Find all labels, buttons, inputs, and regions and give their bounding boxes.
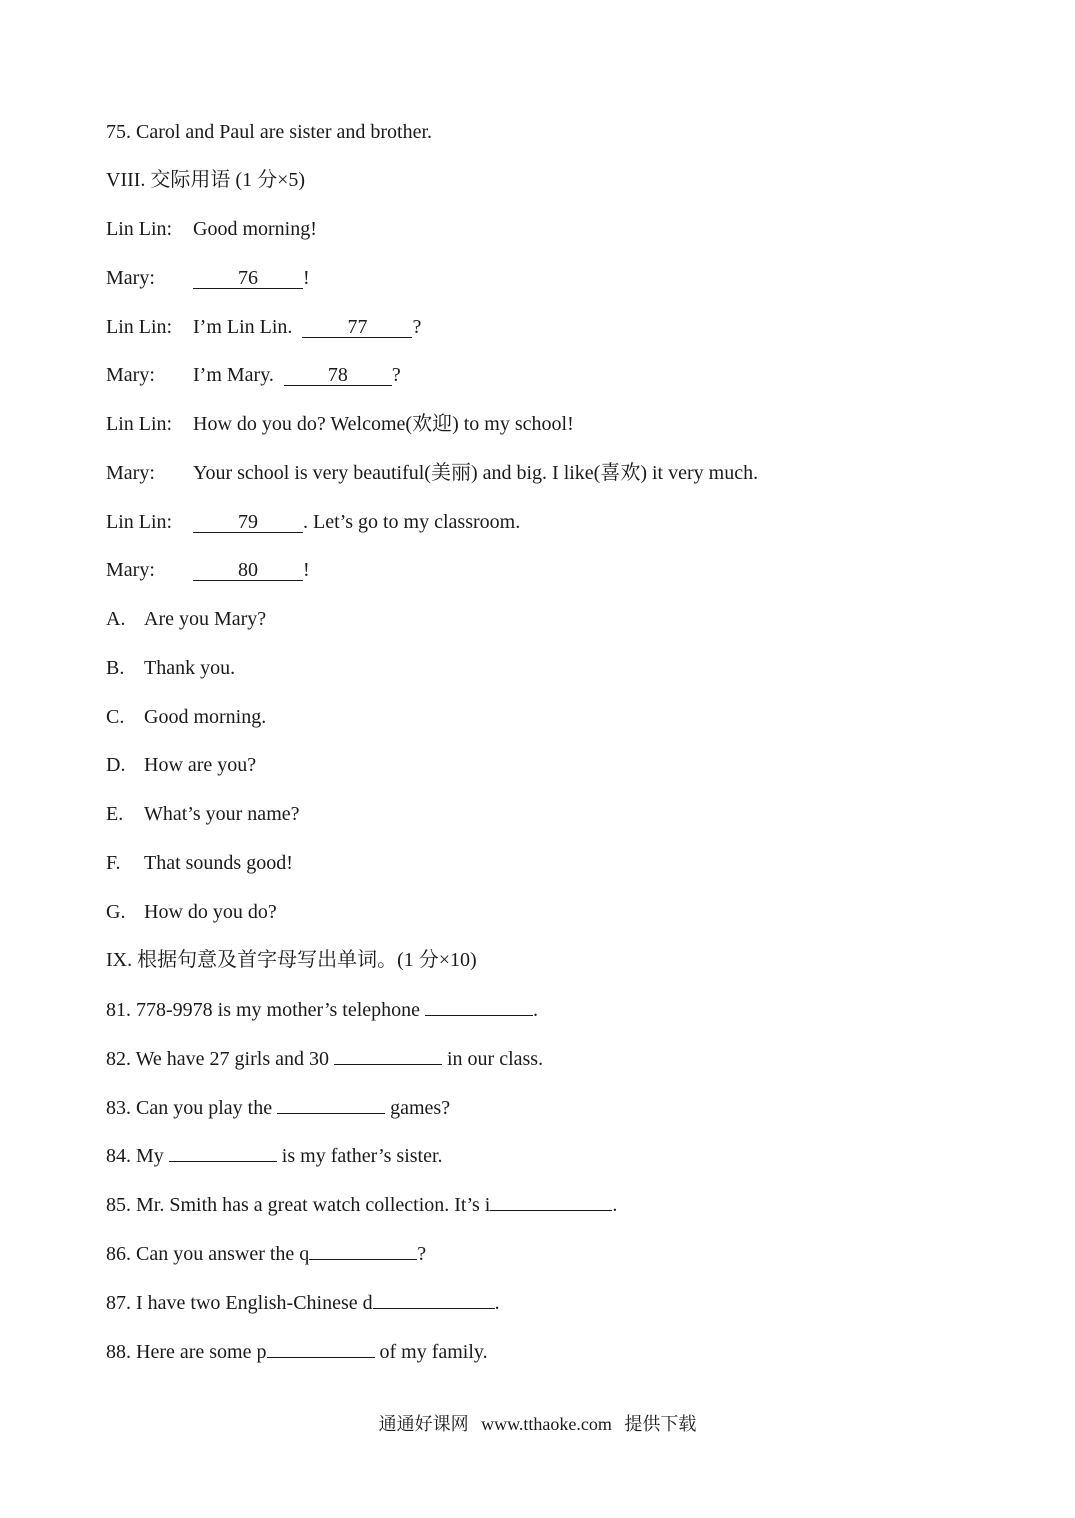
- question-text: ?: [417, 1243, 427, 1265]
- option-c: [106, 705, 266, 729]
- option-f: [106, 851, 293, 875]
- page-footer: [0, 1412, 1075, 1436]
- question-82: [106, 1046, 543, 1071]
- dialogue-line: [106, 363, 401, 387]
- answer-blank-80[interactable]: 80: [193, 560, 303, 581]
- question-text: of my family.: [374, 1341, 488, 1363]
- option-text: What’s your name?: [144, 803, 300, 825]
- dialogue-line: [106, 315, 421, 339]
- option-a: [106, 607, 266, 631]
- dialogue-text: How do you do? Welcome(欢迎) to my school!: [193, 413, 574, 435]
- option-letter: A.: [106, 608, 126, 630]
- dialogue-line: [106, 510, 520, 534]
- question-87: [106, 1290, 500, 1315]
- option-letter: D.: [106, 754, 126, 776]
- answer-blank-83[interactable]: [277, 1095, 385, 1114]
- option-text: Thank you.: [144, 657, 236, 679]
- speaker: Lin Lin:: [106, 218, 173, 240]
- speaker: Mary:: [106, 462, 155, 484]
- question-text: 87. I have two English-Chinese d: [106, 1292, 373, 1314]
- answer-blank-79[interactable]: 79: [193, 512, 303, 533]
- question-86: [106, 1241, 426, 1266]
- section-9-heading: IX. 根据句意及首字母写出单词。(1 分×10): [106, 949, 477, 971]
- footer-url[interactable]: www.tthaoke.com: [481, 1414, 612, 1434]
- dialogue-line: [106, 412, 574, 436]
- speaker: Mary:: [106, 267, 155, 289]
- answer-blank-77[interactable]: 77: [302, 317, 412, 338]
- answer-blank-81[interactable]: [425, 997, 533, 1016]
- answer-blank-84[interactable]: [169, 1143, 277, 1162]
- option-text: That sounds good!: [144, 852, 293, 874]
- question-88: [106, 1339, 488, 1364]
- question-text: 84. My: [106, 1145, 169, 1167]
- speaker: Lin Lin:: [106, 316, 173, 338]
- option-g: [106, 900, 277, 924]
- option-text: Good morning.: [144, 706, 267, 728]
- option-text: How are you?: [144, 754, 257, 776]
- question-text: games?: [385, 1097, 451, 1119]
- option-b: [106, 656, 235, 680]
- dialogue-text: !: [303, 559, 310, 581]
- question-text: 88. Here are some p: [106, 1341, 267, 1363]
- question-text: 81. 778-9978 is my mother’s telephone: [106, 999, 426, 1021]
- question-text: 83. Can you play the: [106, 1097, 278, 1119]
- answer-blank-85[interactable]: [490, 1192, 612, 1211]
- dialogue-text: Good morning!: [193, 218, 317, 240]
- question-85: [106, 1192, 617, 1217]
- question-text: .: [494, 1292, 500, 1314]
- answer-blank-88[interactable]: [267, 1339, 375, 1358]
- option-d: [106, 753, 256, 777]
- speaker: Mary:: [106, 559, 155, 581]
- dialogue-text: I’m Mary.: [193, 364, 284, 386]
- question-81: [106, 997, 538, 1022]
- dialogue-line: [106, 461, 758, 485]
- question-75: 75. Carol and Paul are sister and brother.: [106, 121, 433, 143]
- answer-blank-76[interactable]: 76: [193, 268, 303, 289]
- option-letter: C.: [106, 706, 125, 728]
- option-e: [106, 802, 300, 826]
- answer-blank-78[interactable]: 78: [284, 365, 392, 386]
- dialogue-text: ?: [412, 316, 422, 338]
- answer-blank-87[interactable]: [373, 1290, 495, 1309]
- dialogue-line: [106, 558, 310, 582]
- dialogue-line: [106, 266, 310, 290]
- question-text: 86. Can you answer the q: [106, 1243, 310, 1265]
- option-text: How do you do?: [144, 901, 277, 923]
- answer-blank-86[interactable]: [309, 1241, 417, 1260]
- dialogue-text: . Let’s go to my classroom.: [303, 511, 521, 533]
- speaker: Mary:: [106, 364, 155, 386]
- footer-note: 提供下载: [624, 1414, 697, 1434]
- option-letter: F.: [106, 852, 121, 874]
- option-letter: G.: [106, 901, 126, 923]
- option-letter: B.: [106, 657, 125, 679]
- answer-blank-82[interactable]: [334, 1046, 442, 1065]
- question-text: .: [533, 999, 539, 1021]
- dialogue-text: !: [303, 267, 310, 289]
- dialogue-text: Your school is very beautiful(美丽) and big. I like(喜欢) it very much.: [193, 462, 759, 484]
- question-text: is my father’s sister.: [276, 1145, 443, 1167]
- section-8-heading: VIII. 交际用语 (1 分×5): [106, 169, 306, 191]
- question-84: [106, 1143, 443, 1168]
- question-text: .: [612, 1194, 618, 1216]
- question-text: 82. We have 27 girls and 30: [106, 1048, 334, 1070]
- dialogue-line: [106, 217, 317, 241]
- dialogue-text: ?: [391, 364, 401, 386]
- option-letter: E.: [106, 803, 124, 825]
- option-text: Are you Mary?: [144, 608, 267, 630]
- dialogue-text: I’m Lin Lin.: [193, 316, 303, 338]
- question-text: in our class.: [441, 1048, 544, 1070]
- question-text: 85. Mr. Smith has a great watch collection. It’s i: [106, 1194, 491, 1216]
- question-83: [106, 1095, 450, 1120]
- speaker: Lin Lin:: [106, 511, 173, 533]
- speaker: Lin Lin:: [106, 413, 173, 435]
- footer-site-name: 通通好课网: [378, 1414, 469, 1434]
